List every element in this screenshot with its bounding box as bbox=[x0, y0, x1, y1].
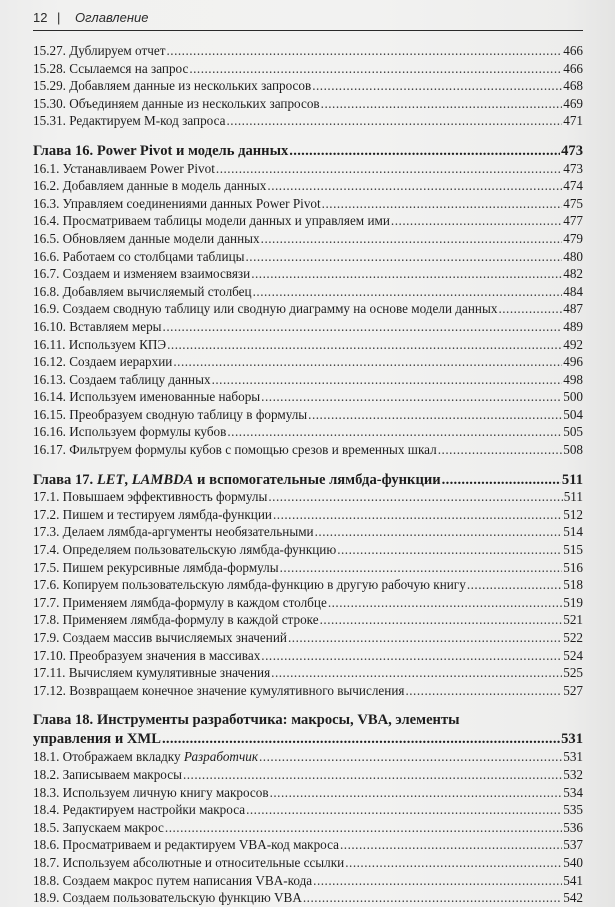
dot-leader bbox=[261, 647, 562, 665]
entry-page: 518 bbox=[563, 577, 583, 593]
entry-page: 475 bbox=[563, 195, 583, 211]
entry-page: 504 bbox=[563, 406, 583, 422]
chapter-15-section bbox=[33, 42, 583, 130]
toc-entry-17-1[interactable]: 17.1. Повышаем эффективность формулы ..... 511 bbox=[33, 488, 583, 506]
toc-entry-16-13[interactable]: 16.13. Создаем таблицу данных ..... 498 bbox=[33, 371, 583, 389]
header-separator: | bbox=[57, 10, 61, 25]
entry-page: 500 bbox=[563, 389, 583, 405]
toc-entry-16-17[interactable]: 16.17. Фильтруем формулы кубов с помощью срезов и временных шкал ..... 508 bbox=[33, 441, 583, 459]
entry-page: 527 bbox=[563, 682, 583, 698]
entry-page: 466 bbox=[563, 43, 583, 58]
entry-page: 482 bbox=[563, 266, 583, 282]
toc-entry-17-12[interactable]: 17.12. Возвращаем конечное значение кумулятивного вычисления ..... 527 bbox=[33, 682, 583, 700]
toc-entry-15-30[interactable]: 15.30. Объединяем данные из нескольких запросов ..... 469 bbox=[33, 95, 583, 113]
dot-leader bbox=[165, 819, 562, 837]
dot-leader bbox=[303, 889, 562, 907]
dot-leader bbox=[253, 283, 563, 301]
toc-entry-17-2[interactable]: 17.2. Пишем и тестируем лямбда-функции ..... 512 bbox=[33, 506, 583, 524]
toc-entry-17-11[interactable]: 17.11. Вычисляем кумулятивные значения ..... 525 bbox=[33, 664, 583, 682]
entry-page: 487 bbox=[563, 301, 583, 317]
entry-page: 471 bbox=[563, 113, 583, 129]
dot-leader bbox=[438, 441, 563, 459]
entry-page: 489 bbox=[563, 318, 583, 334]
toc-entry-16-3[interactable]: 16.3. Управляем соединениями данных Power Pivot ..... 475 bbox=[33, 195, 583, 213]
dot-leader bbox=[173, 353, 562, 371]
entry-page: 514 bbox=[563, 524, 583, 540]
toc-entry-15-27[interactable]: 15.27. Дублируем отчет ..... 466 bbox=[33, 42, 583, 60]
toc-entry-16-9[interactable]: 16.9. Создаем сводную таблицу или сводную диаграмму на основе модели данных ..... 487 bbox=[33, 300, 583, 318]
dot-leader bbox=[261, 388, 562, 406]
toc-entry-16-11[interactable]: 16.11. Используем КПЭ ..... 492 bbox=[33, 336, 583, 354]
chapter-18-heading[interactable]: Глава 18. Инструменты разработчика: макросы, VBA, элементы управления и XML ..... 531 bbox=[33, 711, 583, 748]
toc-entry-18-7[interactable]: 18.7. Используем абсолютные и относительные ссылки ..... 540 bbox=[33, 854, 583, 872]
entry-page: 468 bbox=[563, 78, 583, 94]
toc-entry-18-3[interactable]: 18.3. Используем личную книгу макросов ..... 534 bbox=[33, 784, 583, 802]
entry-page: 479 bbox=[563, 230, 583, 246]
entry-page: 532 bbox=[563, 766, 583, 782]
toc-entry-16-6[interactable]: 16.6. Работаем со столбцами таблицы ..... 480 bbox=[33, 248, 583, 266]
toc-entry-18-5[interactable]: 18.5. Запускаем макрос ..... 536 bbox=[33, 819, 583, 837]
entry-page: 505 bbox=[563, 424, 583, 440]
entry-page: 531 bbox=[563, 749, 583, 765]
toc-entry-16-4[interactable]: 16.4. Просматриваем таблицы модели данных и управляем ими ..... 477 bbox=[33, 212, 583, 230]
entry-page: 542 bbox=[563, 890, 583, 906]
entry-page: 516 bbox=[563, 559, 583, 575]
entry-page: 508 bbox=[563, 442, 583, 458]
entry-page: 537 bbox=[563, 837, 583, 853]
toc-entry-18-2[interactable]: 18.2. Записываем макросы ..... 532 bbox=[33, 766, 583, 784]
dot-leader bbox=[337, 541, 562, 559]
toc-entry-16-8[interactable]: 16.8. Добавляем вычисляемый столбец ..... 484 bbox=[33, 283, 583, 301]
dot-leader bbox=[405, 682, 562, 700]
entry-page: 540 bbox=[563, 854, 583, 870]
chapter-page: 531 bbox=[561, 730, 583, 747]
dot-leader bbox=[212, 371, 563, 389]
toc-entry-15-29[interactable]: 15.29. Добавляем данные из нескольких запросов ..... 468 bbox=[33, 77, 583, 95]
toc-entry-16-1[interactable]: 16.1. Устанавливаем Power Pivot ..... 473 bbox=[33, 160, 583, 178]
toc-entry-16-10[interactable]: 16.10. Вставляем меры ..... 489 bbox=[33, 318, 583, 336]
toc-entry-16-15[interactable]: 16.15. Преобразуем сводную таблицу в формулы ..... 504 bbox=[33, 406, 583, 424]
toc-entry-17-3[interactable]: 17.3. Делаем лямбда-аргументы необязательными ..... 514 bbox=[33, 523, 583, 541]
chapter-page: 511 bbox=[561, 471, 583, 488]
entry-page: 469 bbox=[563, 95, 583, 111]
dot-leader bbox=[270, 784, 563, 802]
toc-entry-18-6[interactable]: 18.6. Просматриваем и редактируем VBA-код макроса ..... 537 bbox=[33, 836, 583, 854]
dot-leader bbox=[261, 230, 563, 248]
dot-leader bbox=[312, 77, 562, 95]
dot-leader bbox=[498, 300, 562, 318]
toc-entry-18-4[interactable]: 18.4. Редактируем настройки макроса ..... 535 bbox=[33, 801, 583, 819]
toc-entry-17-4[interactable]: 17.4. Определяем пользовательскую лямбда-функцию ..... 515 bbox=[33, 541, 583, 559]
entry-page: 525 bbox=[563, 665, 583, 681]
toc-entry-16-16[interactable]: 16.16. Используем формулы кубов ..... 505 bbox=[33, 423, 583, 441]
entry-page: 466 bbox=[563, 60, 583, 76]
dot-leader bbox=[162, 730, 560, 749]
dot-leader bbox=[163, 318, 563, 336]
entry-page: 524 bbox=[563, 647, 583, 663]
chapter-16-section bbox=[33, 142, 583, 459]
dot-leader bbox=[280, 559, 563, 577]
toc-entry-18-9[interactable]: 18.9. Создаем пользовательскую функцию VBA ..... 542 bbox=[33, 889, 583, 907]
entry-page: 536 bbox=[563, 819, 583, 835]
dot-leader bbox=[273, 506, 562, 524]
toc-entry-17-10[interactable]: 17.10. Преобразуем значения в массивах ..... 524 bbox=[33, 647, 583, 665]
toc-entry-18-8[interactable]: 18.8. Создаем макрос путем написания VBA-кода ..... 541 bbox=[33, 872, 583, 890]
dot-leader bbox=[251, 265, 562, 283]
toc-entry-17-5[interactable]: 17.5. Пишем рекурсивные лямбда-формулы ..... 516 bbox=[33, 559, 583, 577]
toc-entry-17-7[interactable]: 17.7. Применяем лямбда-формулу в каждом столбце ..... 519 bbox=[33, 594, 583, 612]
entry-page: 474 bbox=[563, 178, 583, 194]
entry-page: 534 bbox=[563, 784, 583, 800]
entry-page: 498 bbox=[563, 371, 583, 387]
dot-leader bbox=[391, 212, 562, 230]
dot-leader bbox=[328, 594, 562, 612]
entry-page: 535 bbox=[563, 802, 583, 818]
dot-leader bbox=[259, 748, 562, 766]
dot-leader bbox=[226, 112, 562, 130]
toc-entry-16-2[interactable]: 16.2. Добавляем данные в модель данных ..... 474 bbox=[33, 177, 583, 195]
toc-entry-15-31[interactable]: 15.31. Редактируем M-код запроса ..... 471 bbox=[33, 112, 583, 130]
chapter-16-heading[interactable]: Глава 16. Power Pivot и модель данных ..... 473 bbox=[33, 142, 583, 160]
page-number: 12 bbox=[33, 10, 48, 25]
entry-page: 511 bbox=[563, 489, 583, 505]
entry-page: 541 bbox=[563, 872, 583, 888]
entry-page: 492 bbox=[563, 336, 583, 352]
entry-page: 515 bbox=[563, 542, 583, 558]
entry-page: 496 bbox=[563, 354, 583, 370]
toc-entry-16-12[interactable]: 16.12. Создаем иерархии ..... 496 bbox=[33, 353, 583, 371]
dot-leader bbox=[442, 471, 561, 489]
chapter-18-section bbox=[33, 711, 583, 906]
toc-entry-18-1[interactable]: 18.1. Отображаем вкладку Разработчик ..... 531 bbox=[33, 748, 583, 766]
entry-page: 519 bbox=[563, 594, 583, 610]
dot-leader bbox=[315, 523, 563, 541]
entry-page: 484 bbox=[563, 283, 583, 299]
dot-leader bbox=[189, 60, 562, 78]
dot-leader bbox=[308, 406, 562, 424]
entry-page: 477 bbox=[563, 213, 583, 229]
chapter-17-heading[interactable]: Глава 17. LET, LAMBDA и вспомогательные лямбда-функции ..... 511 bbox=[33, 471, 583, 489]
dot-leader bbox=[467, 576, 562, 594]
toc-entry-15-28[interactable]: 15.28. Ссылаемся на запрос ..... 466 bbox=[33, 60, 583, 78]
header-rule bbox=[33, 30, 583, 31]
dot-leader bbox=[288, 629, 562, 647]
entry-page: 522 bbox=[563, 630, 583, 645]
dot-leader bbox=[166, 42, 562, 60]
dot-leader bbox=[167, 336, 562, 354]
dot-leader bbox=[268, 488, 562, 506]
entry-page: 521 bbox=[563, 612, 583, 628]
toc-entry-17-9[interactable]: 17.9. Создаем массив вычисляемых значений ..... 522 bbox=[33, 629, 583, 647]
dot-leader bbox=[216, 160, 562, 178]
dot-leader bbox=[340, 836, 562, 854]
entry-page: 480 bbox=[563, 248, 583, 264]
dot-leader bbox=[267, 177, 562, 195]
dot-leader bbox=[246, 801, 562, 819]
header-title: Оглавление bbox=[75, 10, 149, 25]
dot-leader bbox=[321, 95, 563, 113]
table-of-contents bbox=[33, 42, 583, 907]
dot-leader bbox=[345, 854, 562, 872]
toc-entry-17-8[interactable]: 17.8. Применяем лямбда-формулу в каждой строке ..... 521 bbox=[33, 611, 583, 629]
dot-leader bbox=[227, 423, 562, 441]
dot-leader bbox=[322, 195, 563, 213]
dot-leader bbox=[289, 142, 560, 160]
dot-leader bbox=[320, 611, 563, 629]
dot-leader bbox=[271, 664, 562, 682]
toc-entry-16-14[interactable]: 16.14. Используем именованные наборы ..... 500 bbox=[33, 388, 583, 406]
dot-leader bbox=[183, 766, 562, 784]
entry-page: 512 bbox=[563, 506, 583, 522]
entry-page: 473 bbox=[563, 160, 583, 176]
dot-leader bbox=[245, 248, 562, 266]
toc-entry-16-7[interactable]: 16.7. Создаем и изменяем взаимосвязи ..... 482 bbox=[33, 265, 583, 283]
chapter-page: 473 bbox=[561, 142, 583, 159]
chapter-17-section bbox=[33, 471, 583, 700]
toc-entry-17-6[interactable]: 17.6. Копируем пользовательскую лямбда-функцию в другую рабочую книгу ..... 518 bbox=[33, 576, 583, 594]
toc-entry-16-5[interactable]: 16.5. Обновляем данные модели данных ..... 479 bbox=[33, 230, 583, 248]
dot-leader bbox=[313, 872, 562, 890]
